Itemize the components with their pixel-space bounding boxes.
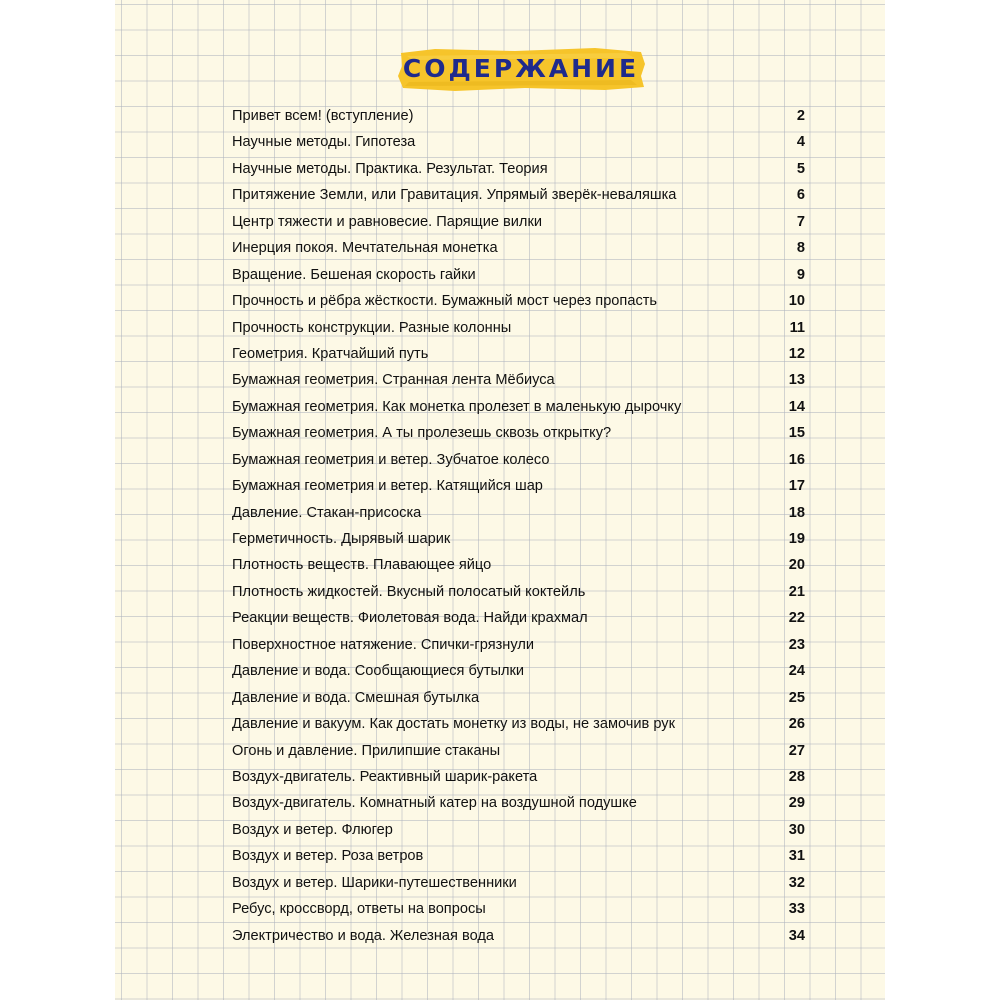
toc-entry [232,500,805,526]
toc-entry-page-number: 11 [789,319,805,336]
toc-entry-page-number: 19 [788,531,805,547]
toc-entry-page-number: 20 [788,557,805,574]
toc-entry-page-number: 25 [788,689,805,706]
toc-entry-page-number: 28 [788,768,805,785]
toc-entry-title: Давление и вода. Сообщающиеся бутылки [232,663,525,680]
toc-entry [232,923,805,949]
toc-entry [232,526,805,552]
toc-entry-title: Бумажная геометрия. А ты пролезешь сквозь открытку? [232,425,612,442]
toc-entry-title: Инерция покоя. Мечтательная монетка [232,240,498,257]
page-title: СОДЕРЖАНИЕ [402,54,640,83]
toc-entry [232,394,805,420]
toc-entry-page-number: 5 [796,160,805,177]
toc-entry-page-number: 33 [788,901,805,918]
toc-entry-title: Прочность и рёбра жёсткости. Бумажный мост через пропасть [232,293,658,310]
toc-entry-page-number: 22 [788,610,805,627]
toc-entry-title: Научные методы. Гипотеза [232,134,416,151]
toc-entry-title: Давление и вакуум. Как достать монетку из воды, не замочив рук [232,716,675,733]
toc-entry-title: Воздух-двигатель. Реактивный шарик-ракета [232,768,538,785]
toc-entry [232,367,805,393]
toc-entry-title: Воздух-двигатель. Комнатный катер на воздушной подушке [232,795,637,812]
toc-entry-page-number: 4 [796,134,805,151]
toc-entry-title: Бумажная геометрия. Как монетка пролезет в маленькую дырочку [232,398,682,415]
toc-entry-title: Плотность жидкостей. Вкусный полосатый коктейль [232,583,586,600]
toc-entry-page-number: 2 [796,108,805,124]
toc-entry-page-number: 29 [788,795,805,812]
toc-entry-page-number: 24 [788,663,805,680]
toc-entry [232,447,805,473]
toc-entry-title: Бумажная геометрия. Странная лента Мёбиуса [232,372,555,389]
toc-entry-title: Давление и вода. Смешная бутылка [232,689,480,706]
toc-entry [232,896,805,922]
toc-entry-page-number: 23 [788,636,805,653]
toc-entry-page-number: 32 [788,874,805,891]
toc-entry [232,103,805,129]
toc-entry-title: Давление. Стакан-присоска [232,504,422,521]
toc-entry [232,817,805,843]
toc-entry [232,685,805,711]
book-page [115,0,885,1000]
toc-entry-page-number: 17 [788,478,805,495]
toc-entry [232,288,805,314]
toc-entry-page-number: 6 [796,187,805,204]
toc-entry-page-number: 18 [788,504,805,521]
toc-entry-page-number: 13 [788,372,805,389]
toc-entry [232,156,805,182]
toc-entry-title: Огонь и давление. Прилипшие стаканы [232,742,501,759]
toc-entry-page-number: 34 [788,927,805,944]
toc-entry [232,870,805,896]
toc-entry-title: Воздух и ветер. Флюгер [232,821,393,838]
toc-entry [232,843,805,869]
toc-entry [232,552,805,578]
toc-entry-title: Ребус, кроссворд, ответы на вопросы [232,901,486,918]
toc-entry-page-number: 15 [788,425,805,442]
toc-entry-title: Бумажная геометрия и ветер. Зубчатое колесо [232,451,550,468]
toc-entry-title: Реакции веществ. Фиолетовая вода. Найди крахмал [232,610,588,627]
toc-entry-title: Герметичность. Дырявый шарик [232,531,451,547]
toc-entry-title: Вращение. Бешеная скорость гайки [232,266,476,283]
toc-entry [232,473,805,499]
toc-entry [232,182,805,208]
toc-entry [232,605,805,631]
table-of-contents [232,103,805,949]
toc-entry [232,262,805,288]
toc-entry-title: Научные методы. Практика. Результат. Теория [232,160,548,177]
toc-entry [232,420,805,446]
toc-entry [232,790,805,816]
toc-entry-title: Геометрия. Кратчайший путь [232,345,429,362]
toc-entry [232,711,805,737]
toc-entry-page-number: 27 [788,742,805,759]
toc-entry-page-number: 12 [788,345,805,362]
toc-entry-page-number: 7 [796,213,805,230]
toc-entry-title: Прочность конструкции. Разные колонны [232,319,512,336]
toc-entry-title: Электричество и вода. Железная вода [232,927,495,944]
toc-entry-page-number: 9 [796,266,805,283]
toc-entry-title: Привет всем! (вступление) [232,108,414,124]
toc-entry-page-number: 8 [796,240,805,257]
toc-entry-title: Воздух и ветер. Шарики-путешественники [232,874,517,891]
toc-entry-page-number: 21 [788,583,805,600]
toc-entry [232,658,805,684]
toc-entry-title: Воздух и ветер. Роза ветров [232,848,424,865]
toc-entry-title: Центр тяжести и равновесие. Парящие вилки [232,213,542,230]
toc-entry-page-number: 30 [788,821,805,838]
toc-entry [232,579,805,605]
toc-entry [232,738,805,764]
toc-entry-title: Плотность веществ. Плавающее яйцо [232,557,492,574]
toc-entry-title: Бумажная геометрия и ветер. Катящийся шар [232,478,543,495]
toc-entry [232,129,805,155]
toc-entry [232,315,805,341]
toc-entry [232,341,805,367]
toc-entry [232,209,805,235]
toc-entry-page-number: 26 [788,716,805,733]
toc-entry-title: Поверхностное натяжение. Спички-грязнули [232,636,534,653]
toc-entry [232,235,805,261]
toc-entry-page-number: 14 [788,398,805,415]
title-banner [395,44,647,94]
toc-entry-page-number: 16 [788,451,805,468]
toc-entry [232,632,805,658]
toc-entry [232,764,805,790]
toc-entry-page-number: 31 [788,848,805,865]
toc-entry-title: Притяжение Земли, или Гравитация. Упрямый зверёк-неваляшка [232,187,677,204]
toc-entry-page-number: 10 [788,293,805,310]
